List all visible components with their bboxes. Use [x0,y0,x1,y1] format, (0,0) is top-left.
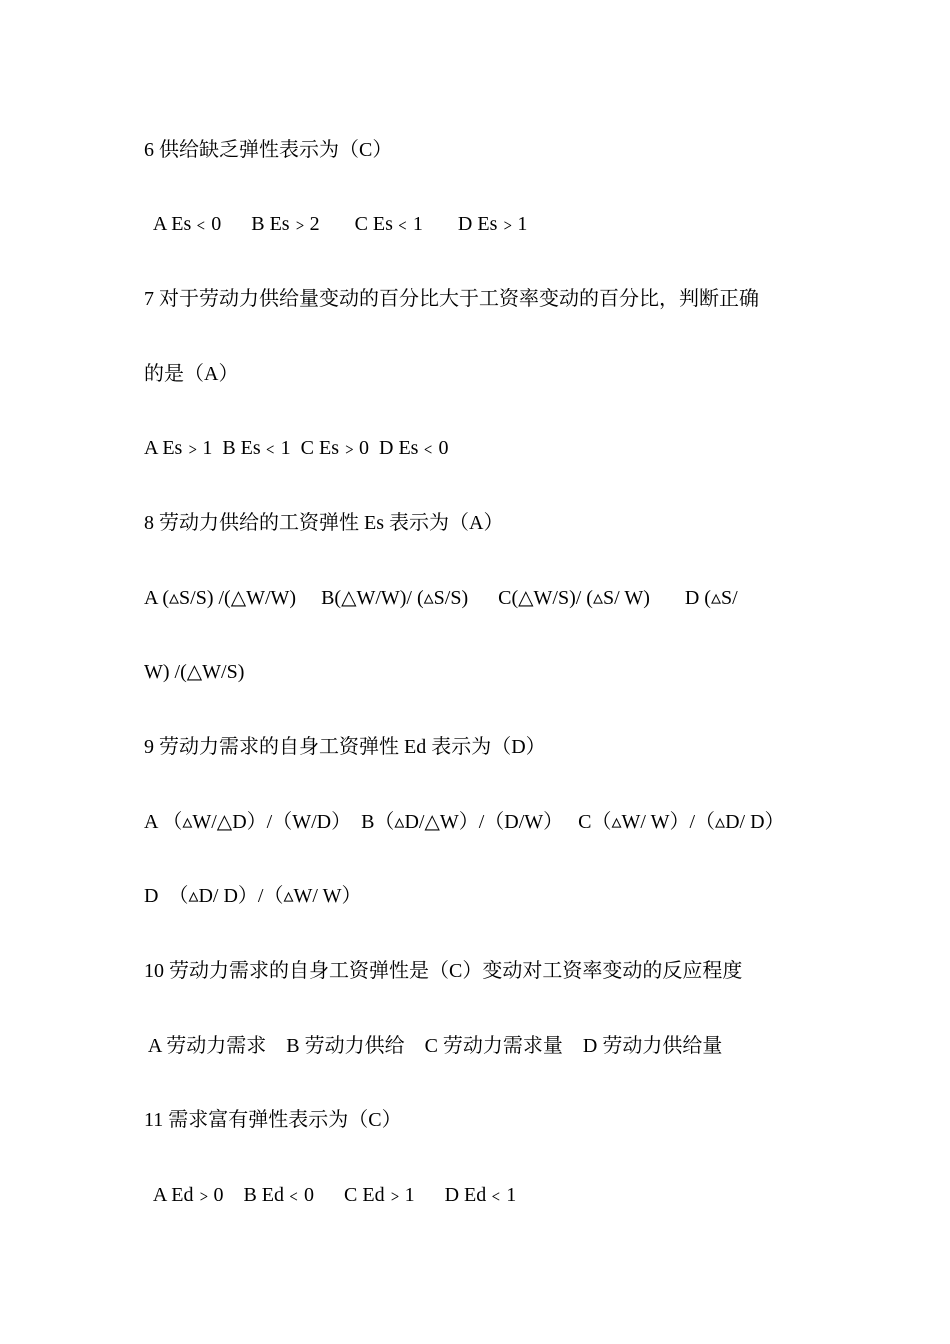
question-11-options: A Ed﹥0 B Ed﹤0 C Ed﹥1 D Ed﹤1 [144,1184,517,1206]
question-10-stem: 10 劳动力需求的自身工资弹性是（C）变动对工资率变动的反应程度 [144,960,743,982]
question-7-stem-line-2: 的是（A） [144,363,239,385]
question-11-stem: 11 需求富有弹性表示为（C） [144,1109,402,1131]
question-8-options-line-1: A (▵S/S) /(△W/W) B(△W/W)/ (▵S/S) C(△W/S)/ (▵S/ W) D (▵S/ [144,587,738,609]
question-10-options: A 劳动力需求 B 劳动力供给 C 劳动力需求量 D 劳动力供给量 [144,1035,723,1057]
question-9-options-line-1: A （▵W/△D）/（W/D） B（▵D/△W）/（D/W） C（▵W/ W）/（▵D/ D） [144,811,785,833]
question-6-stem: 6 供给缺乏弹性表示为（C） [144,139,393,161]
question-7-options: A Es﹥1 B Es﹤1 C Es﹥0 D Es﹤0 [144,437,449,459]
question-9-options-line-2: D （▵D/ D）/（▵W/ W） [144,885,362,907]
question-8-options-line-2: W) /(△W/S) [144,661,245,683]
question-9-stem: 9 劳动力需求的自身工资弹性 Ed 表示为（D） [144,736,546,758]
question-8-stem: 8 劳动力供给的工资弹性 Es 表示为（A） [144,512,504,534]
question-7-stem-line-1: 7 对于劳动力供给量变动的百分比大于工资率变动的百分比，判断正确 [144,288,759,310]
question-6-options: A Es﹤0 B Es﹥2 C Es﹤1 D Es﹥1 [144,213,528,235]
